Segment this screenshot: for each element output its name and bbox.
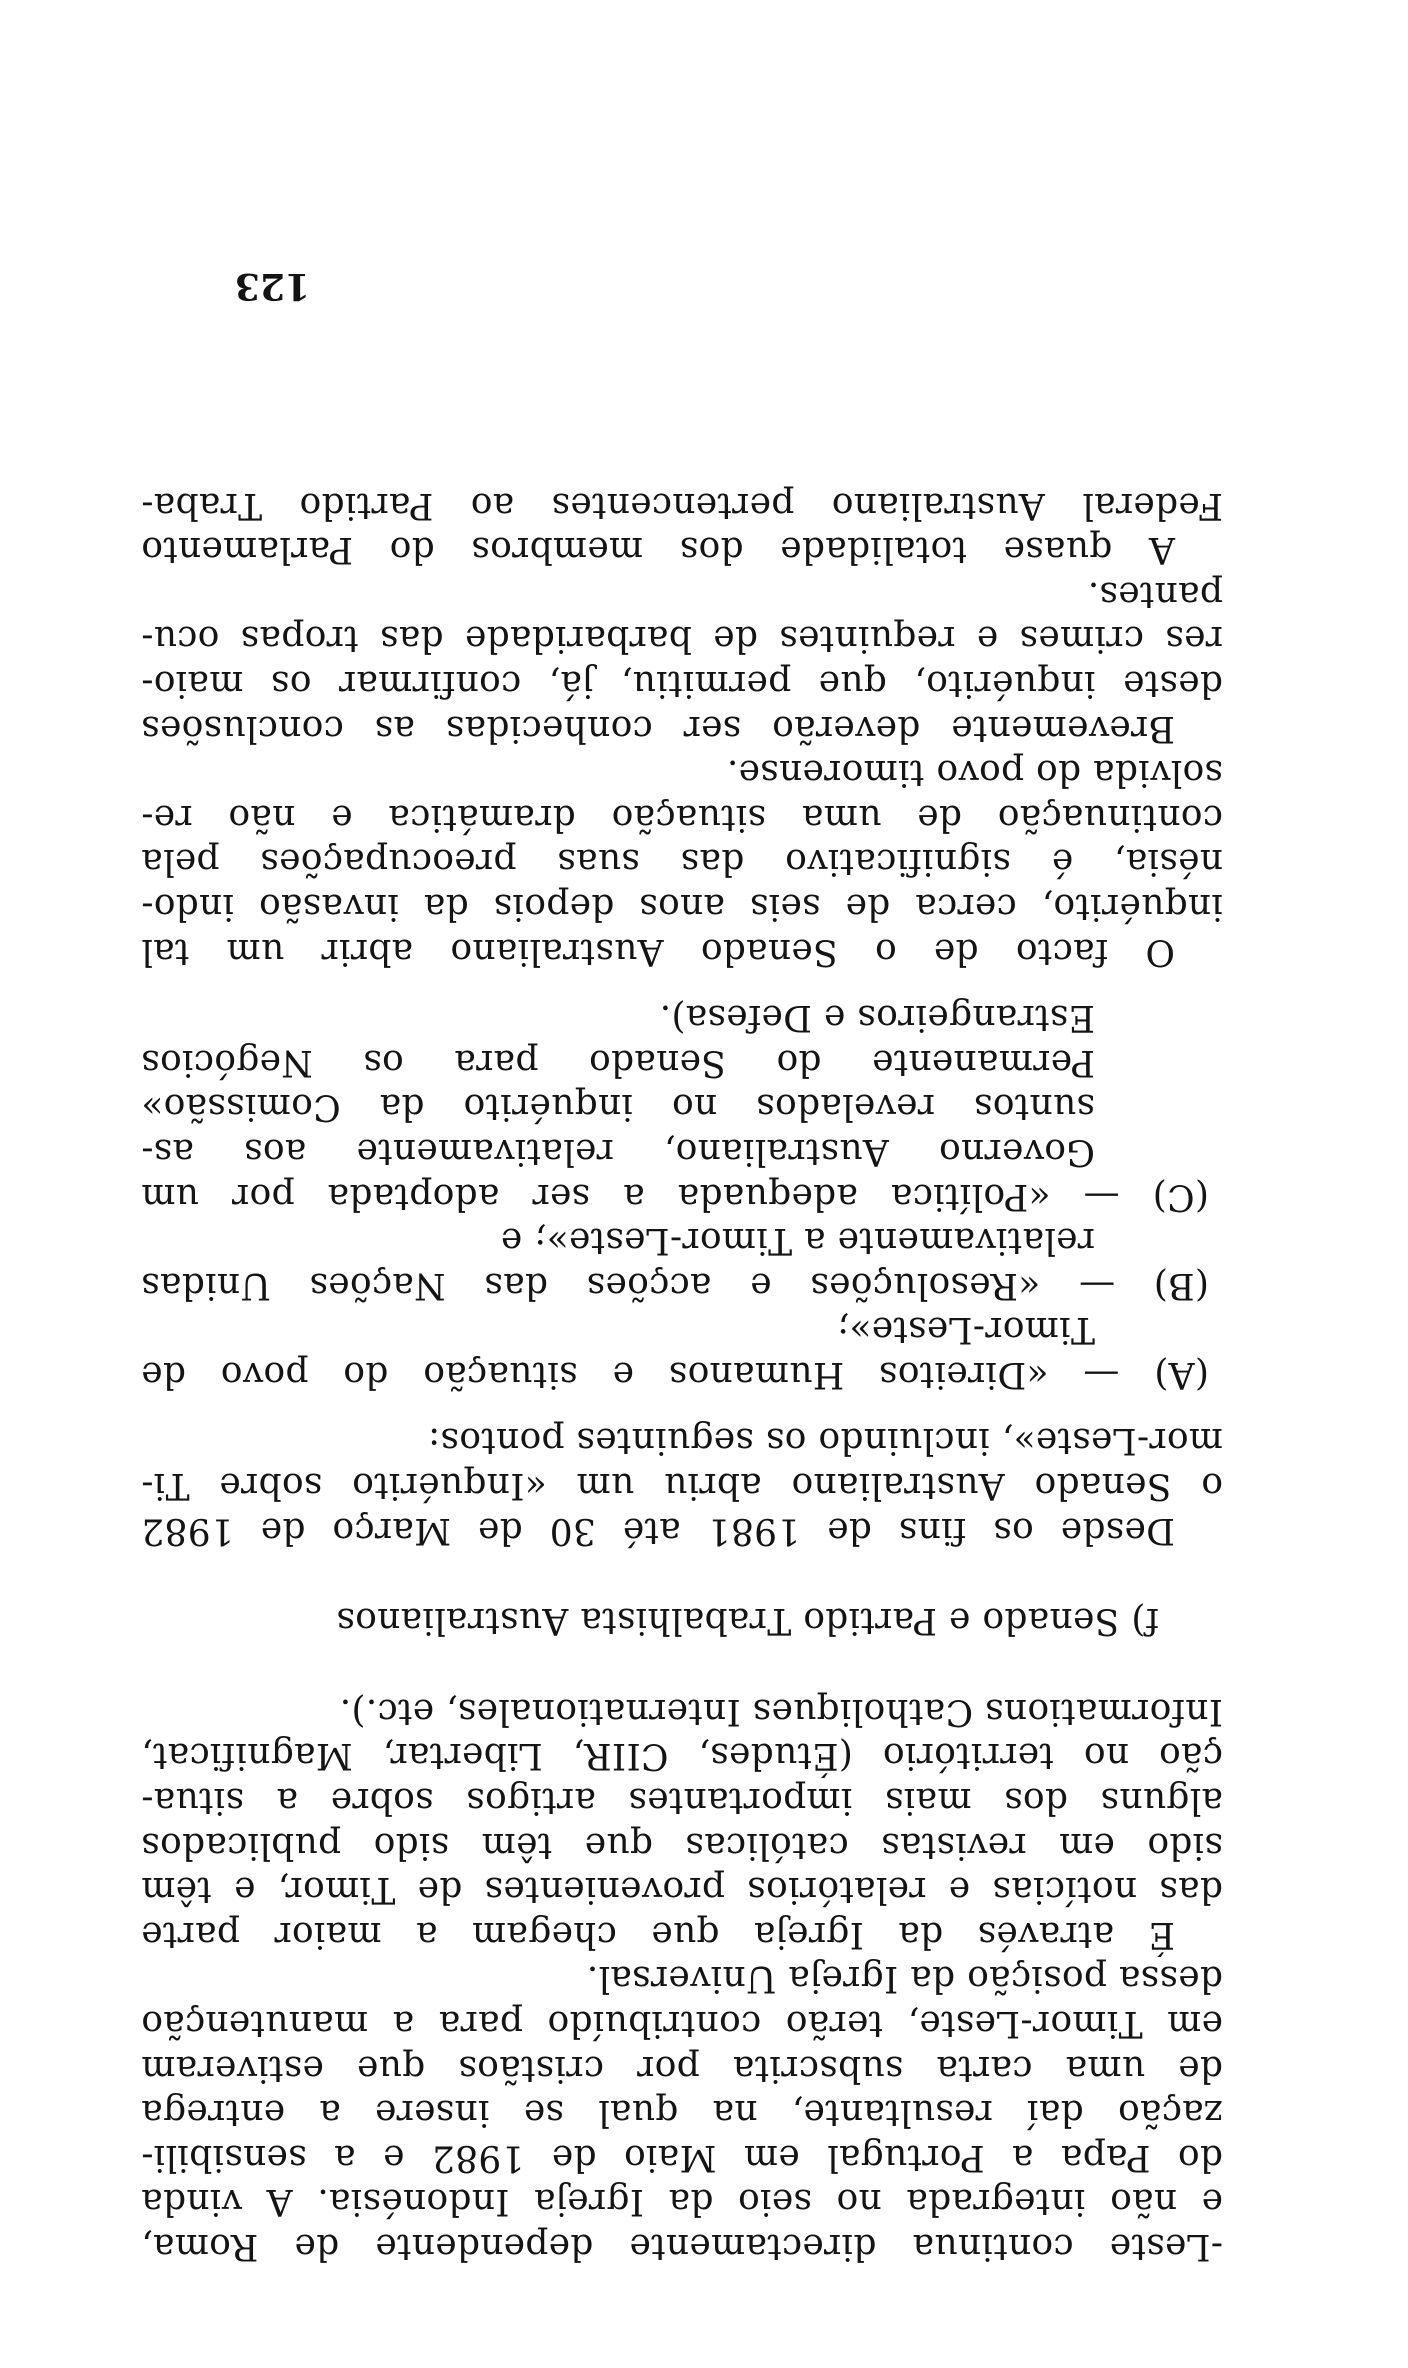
text-line: (A) — «Direitos Humanos e situação do povo de xyxy=(141,1353,1209,1395)
text-line: inquérito, cerca de seis anos depois da invasão indo- xyxy=(141,885,1223,927)
line-gap xyxy=(141,1642,1223,1688)
text-line: mor-Leste», incluindo os seguintes pontos: xyxy=(427,1420,1223,1462)
line-gap xyxy=(141,973,1223,995)
text-line: solvida do povo timorense. xyxy=(726,752,1223,794)
line-gap xyxy=(141,1396,1223,1418)
text-line: pantes. xyxy=(1087,573,1223,615)
text-line: o Senado Australiano abriu um «Inquérito sobre Ti- xyxy=(141,1465,1223,1507)
text-line: -Leste continua directamente dependente de Roma, xyxy=(141,2226,1223,2267)
text-line: res crimes e requintes de barbaridade das tropas ocu- xyxy=(141,618,1223,660)
text-line: de uma carta subscrita por cristãos que estiveram xyxy=(141,2047,1223,2089)
text-block xyxy=(141,482,1223,2268)
text-line: dessa posição da Igreja Universal. xyxy=(586,1958,1223,2000)
text-line: Informations Catholiques Internationales, etc.). xyxy=(339,1690,1223,1732)
text-line: deste inquérito, que permitiu, já, confirmar os maio- xyxy=(141,663,1223,704)
section-heading: f) Senado e Partido Trabalhista Australianos xyxy=(336,1600,1159,1642)
text-line: Timor-Leste»; xyxy=(836,1309,1095,1351)
text-line: suntos revelados no inquérito da Comissão» xyxy=(141,1086,1095,1128)
text-line: Estrangeiros e Defesa). xyxy=(659,997,1095,1039)
text-line: nésia, é significativo das suas preocupações pela xyxy=(141,841,1223,883)
line-gap xyxy=(141,1552,1223,1598)
text-line: alguns dos mais importantes artigos sobre a situa- xyxy=(141,1780,1223,1822)
text-line: Permanente do Senado para os Negócios xyxy=(141,1041,1095,1083)
text-line: O facto de o Senado Australiano abrir um tal xyxy=(141,930,1175,972)
text-line: É através da Igreja que chegam a maior parte xyxy=(141,1913,1175,1955)
text-line: ção no território (Études, CIIR, Libertar, Magnificat, xyxy=(141,1735,1223,1777)
text-line: e não integrada no seio da Igreja Indonésia. A vinda xyxy=(141,2181,1223,2223)
text-line: zação daí resultante, na qual se insere a entrega xyxy=(141,2092,1223,2134)
text-line: Desde os fins de 1981 até 30 de Março de 1982 xyxy=(141,1509,1175,1551)
text-line: do Papa a Portugal em Maio de 1982 e a sensibili- xyxy=(141,2136,1223,2178)
text-line: (B) — «Resoluções e acções das Nações Unidas xyxy=(141,1264,1209,1306)
text-line: sido em revistas católicas que têm sido publicados xyxy=(141,1824,1223,1866)
text-line: Brevemente deverão ser conhecidas as conclusões xyxy=(141,707,1175,749)
page-number: 123 xyxy=(234,265,310,307)
text-line: continuação de uma situação dramática e não re- xyxy=(141,796,1223,838)
text-line: Governo Australiano, relativamente aos as- xyxy=(141,1130,1095,1172)
text-line: (C) — «Política adequada a ser adoptada por um xyxy=(141,1175,1209,1217)
text-line: das notícias e relatórios provenientes de Timor, e têm xyxy=(141,1869,1223,1911)
text-line: em Timor-Leste, terão contribuído para a manutenção xyxy=(141,2003,1223,2045)
text-line: relativamente a Timor-Leste»; e xyxy=(500,1220,1095,1262)
text-line: A quase totalidade dos membros do Parlamento xyxy=(141,529,1175,571)
text-line: Federal Australiano pertencentes ao Partido Traba- xyxy=(141,484,1223,526)
